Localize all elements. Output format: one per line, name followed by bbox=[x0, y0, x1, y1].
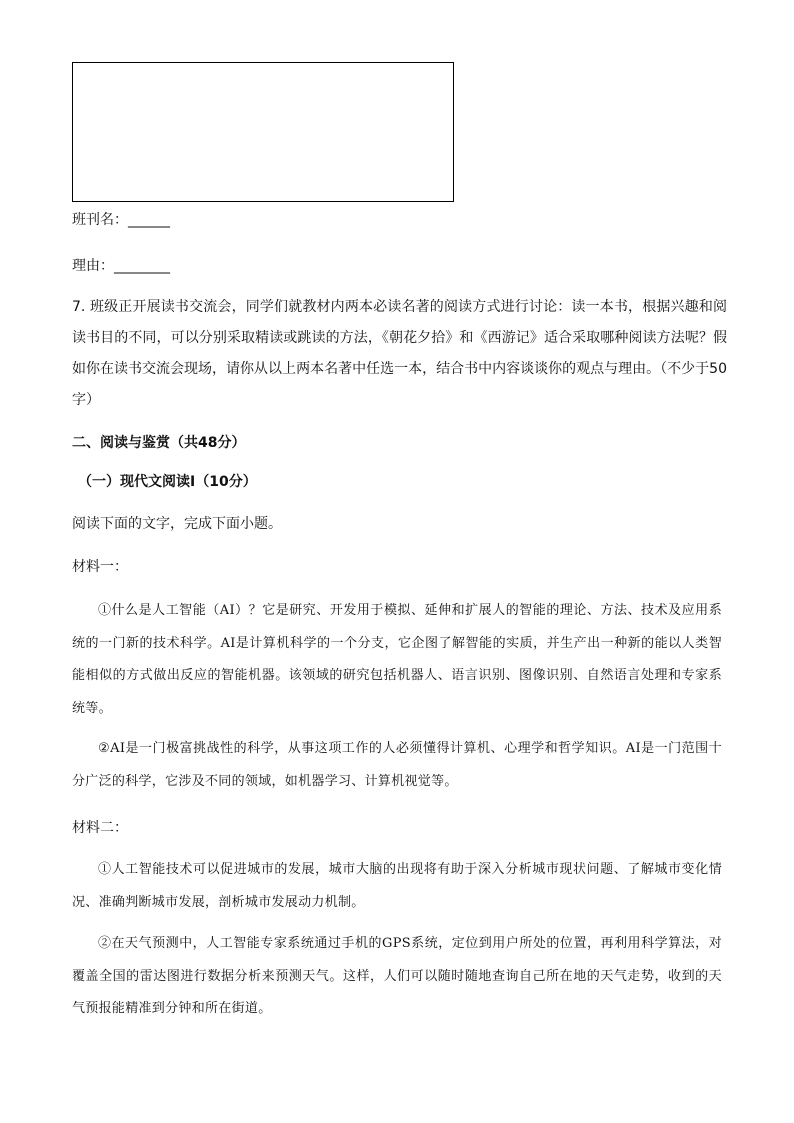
material-1-paragraph-1: ①什么是人工智能（AI）？它是研究、开发用于模拟、延伸和扩展人的智能的理论、方法、技术及应用系统的一门新的技术科学。AI是计算机科学的一个分支，它企图了解智能的实质，并生产出一种新的能以人类智能相似的方式做出反应的智能机器。该领域的研究包括机器人、语言识别、图像识别、自然语言处理和专家系统等。 bbox=[72, 603, 722, 716]
journal-name-line: 班刊名：______ bbox=[72, 212, 170, 228]
material-2-paragraph-1: ①人工智能技术可以促进城市的发展，城市大脑的出现将有助于深入分析城市现状问题、了解城市变化情况、准确判断城市发展，剖析城市发展动力机制。 bbox=[72, 862, 722, 910]
material-1-label: 材料一： bbox=[72, 559, 128, 575]
reading-instruction: 阅读下面的文字，完成下面小题。 bbox=[72, 516, 282, 532]
section-2-heading: 二、阅读与鉴赏（共48分） bbox=[72, 435, 246, 451]
reason-line: 理由：________ bbox=[72, 258, 170, 274]
answer-drawing-box[interactable] bbox=[72, 62, 454, 202]
material-2-paragraph-2: ②在天气预测中，人工智能专家系统通过手机的GPS系统，定位到用户所处的位置，再利用科学算法，对覆盖全国的雷达图进行数据分析来预测天气。这样，人们可以随时随地查询自己所在地的天气走势，收到的天气预报能精准到分钟和所在街道。 bbox=[72, 936, 722, 1016]
material-1-paragraph-2: ②AI是一门极富挑战性的科学，从事这项工作的人必须懂得计算机、心理学和哲学知识。AI是一门范围十分广泛的科学，它涉及不同的领域，如机器学习、计算机视觉等。 bbox=[72, 741, 722, 789]
question-7: 7. 班级正开展读书交流会，同学们就教材内两本必读名著的阅读方式进行讨论：读一本书，根据兴趣和阅读书目的不同，可以分别采取精读或跳读的方法，《朝花夕拾》和《西游记》适合采取哪种阅读方法呢？假如你在读书交流会现场，请你从以上两本名著中任选一本，结合书中内容谈谈你的观点与理由。（不少于50字） bbox=[72, 299, 727, 408]
subsection-1-heading: （一）现代文阅读Ⅰ（10分） bbox=[78, 474, 257, 490]
material-2-label: 材料二： bbox=[72, 820, 128, 836]
